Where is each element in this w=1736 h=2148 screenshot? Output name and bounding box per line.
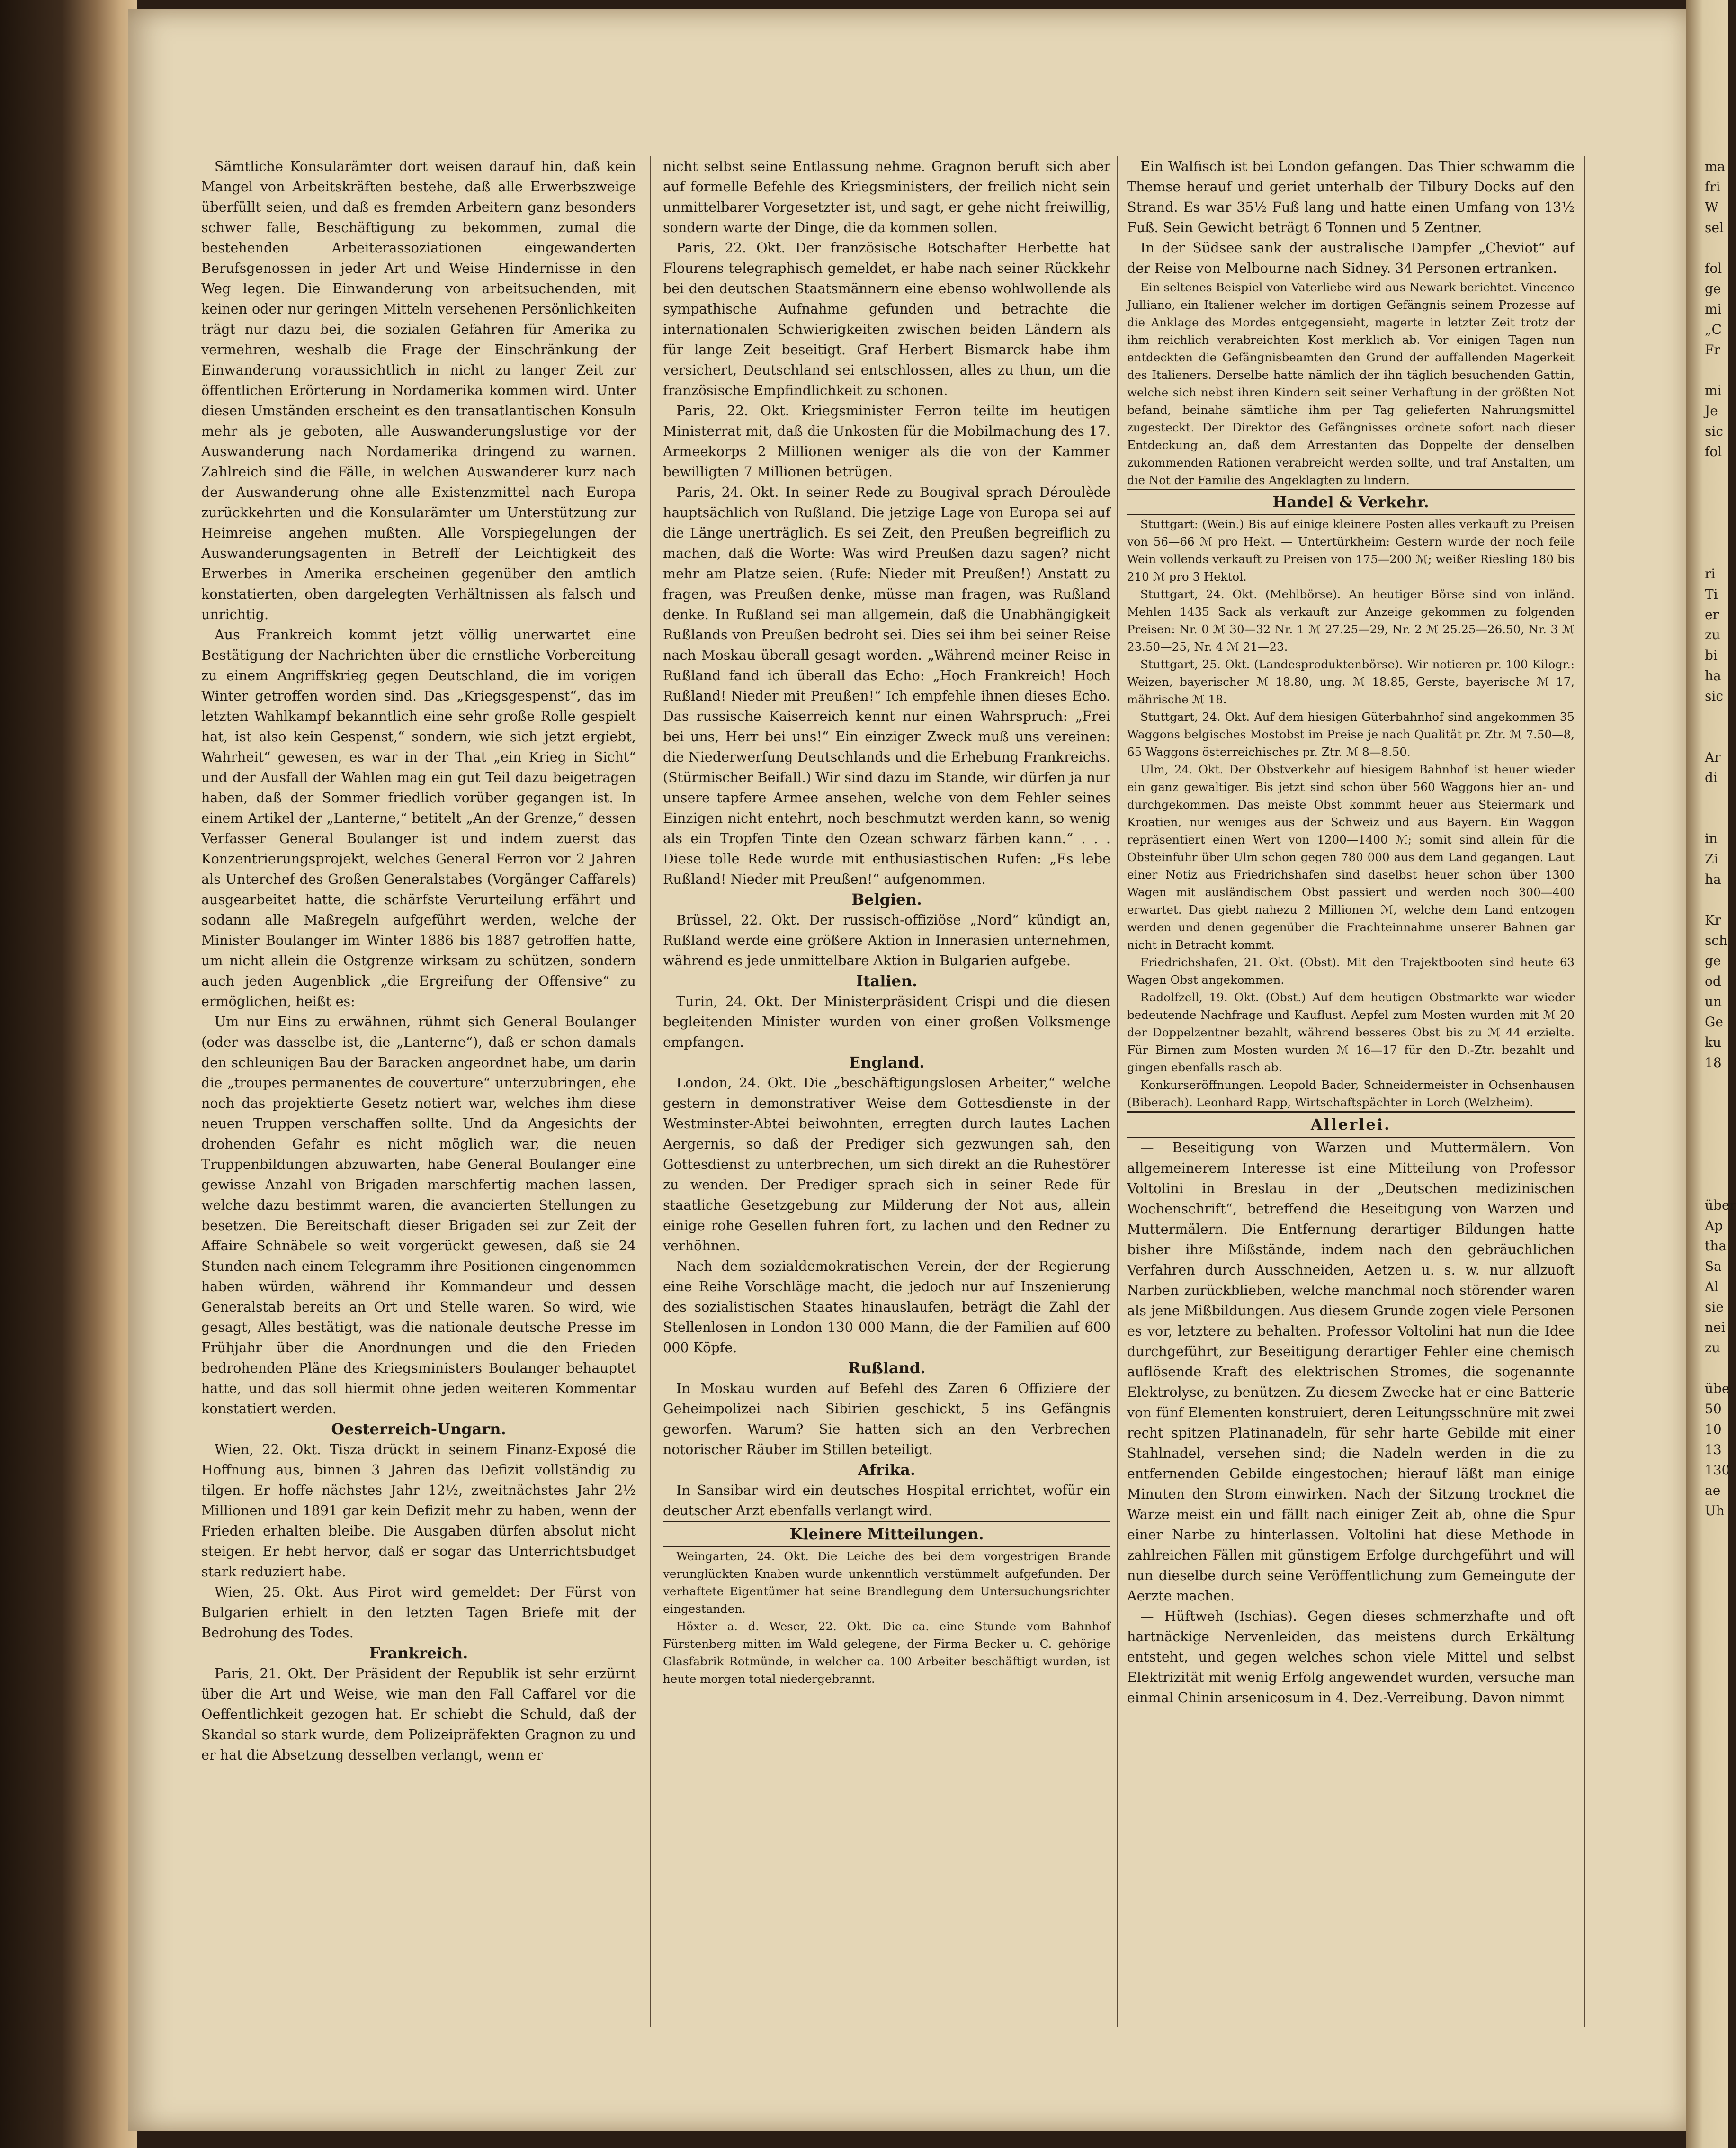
fragment-line: ri bbox=[1705, 566, 1716, 582]
news-item: Paris, 22. Okt. Der französische Botschafter Herbette hat Flourens telegraphisch gemeldet, er habe nach seiner Rückkehr bei den deutschen Staatsmännern eine ebenso wohlwollende als sympathische Aufnahme gefunden und betrachte die internationalen Schwierigkeiten zwischen beiden Ländern als für lange Zeit beseitigt. Graf Herbert Bismarck habe ihm versichert, Deutschland sei entschlossen, alles zu thun, um die französische Empfindlichkeit zu schonen. bbox=[663, 240, 1110, 398]
fragment-line bbox=[1705, 543, 1728, 564]
market-report: Ulm, 24. Okt. Der Obstverkehr auf hiesigem Bahnhof ist heuer wieder ein ganz gewaltiger. Bis jetzt sind schon über 560 Waggons hier an- und durchgekommen. Das meiste Obst kommmt heuer aus Steiermark und Kroatien, nur weniges aus der Schweiz und aus Bayern. Ein Waggon repräsentiert einen Wert von 1200—1400 ℳ; somit sind allein für die Obsteinfuhr über Ulm schon gegen 780 000 aus dem Land gegangen. Laut einer Notiz aus Friedrichshafen sind daselbst heuer schon über 1300 Wagen mit ausländischem Obst passiert und werden noch 300—400 erwartet. Das giebt nahezu 2 Millionen ℳ, welche dem Land entzogen werden und denen gegenüber die Frachteinnahme unserer Bahnen gar nicht in Betracht kommt. bbox=[1127, 763, 1575, 952]
fragment-line: od bbox=[1705, 973, 1721, 989]
market-report: Stuttgart, 24. Okt. (Mehlbörse). An heutiger Börse sind von inländ. Mehlen 1435 Sack als verkauft zur Anzeige gekommen zu folgenden Preisen: Nr. 0 ℳ 30—32 Nr. 1 ℳ 27.25—29, Nr. 2 ℳ 25.25—26.50, Nr. 3 ℳ 23.50—25, Nr. 4 ℳ 21—23. bbox=[1127, 587, 1575, 654]
section-heading-frankreich: Frankreich. bbox=[369, 1644, 468, 1662]
news-item: Paris, 24. Okt. In seiner Rede zu Bougival sprach Déroulède hauptsächlich von Rußland. Die jetzige Lage von Europa sei auf die Länge unerträglich. Es sei Zeit, den Preußen begreiflich zu machen, daß die Worte: Was wird Preußen dazu sagen? nicht mehr am Platze seien. (Rufe: Nieder mit Preußen!) Anstatt zu fragen, was Preußen denke, müsse man fragen, was Rußland denke. In Rußland sei man allgemein, daß die Unabhängigkeit Rußlands von Preußen bedroht sei. Dies sei ihm bei seiner Reise nach Moskau überall gesagt worden. „Während meiner Reise in Rußland fand ich überall das Echo: „Hoch Frankreich! Hoch Rußland! Nieder mit Preußen!“ Ich empfehle ihnen dieses Echo. Das russische Kaiserreich kennt nur einen Wahrspruch: „Frei bei uns, Herr bei uns!“ Ein einziger Zweck muß uns vereinen: die Niederwerfung Deutschlands und die Erhebung Frankreichs. (Stürmischer Beifall.) Wir sind dazu im Stande, wir dürfen ja nur unsere tapfere Armee ansehen, welche von dem Fehler seines Einzigen nicht entehrt, noch beschmutzt werden kann, so wenig als ein Tropfen Tinte den Ozean schwarz färben kann.“ . . . Diese tolle Rede wurde mit enthusiastischen Rufen: „Es lebe Rußland! Nieder mit Preußen!“ aufgenommen. bbox=[663, 484, 1110, 887]
fragment-line bbox=[1705, 462, 1728, 482]
next-page-fragments bbox=[1705, 156, 1736, 1521]
fragment-line: „C bbox=[1705, 322, 1722, 337]
fragment-line: ae bbox=[1705, 1483, 1721, 1498]
book-binding-edge bbox=[0, 0, 137, 2148]
news-item: Weingarten, 24. Okt. Die Leiche des bei dem vorgestrigen Brande verunglückten Knaben wurde unkenntlich verstümmelt aufgefunden. Der verhaftete Eigentümer hat seine Brandlegung dem Untersuchungsrichter eingestanden. bbox=[663, 1549, 1110, 1616]
fragment-line: ge bbox=[1705, 953, 1721, 969]
fragment-line: sch bbox=[1705, 933, 1728, 948]
fragment-line bbox=[1705, 482, 1728, 503]
fragment-line: Al bbox=[1705, 1279, 1719, 1294]
news-item: Wien, 25. Okt. Aus Pirot wird gemeldet: Der Fürst von Bulgarien erhielt in den letzten Tagen Briefe mit der Bedrohung des Todes. bbox=[201, 1584, 636, 1641]
section-heading-italien: Italien. bbox=[856, 972, 918, 990]
fragment-line: sel bbox=[1705, 220, 1724, 235]
news-item: Brüssel, 22. Okt. Der russisch-offiziöse „Nord“ kündigt an, Rußland werde eine größere Aktion in Innerasien unternehmen, während es jede unmittelbare Aktion in Bulgarien aufgebe. bbox=[663, 912, 1110, 969]
fragment-line: ha bbox=[1705, 872, 1721, 887]
fragment-line: sie bbox=[1705, 1299, 1724, 1315]
section-heading-afrika: Afrika. bbox=[858, 1461, 916, 1479]
fragment-line: Kr bbox=[1705, 912, 1721, 928]
news-item: — Beseitigung von Warzen und Muttermälern. Von allgemeinerem Interesse ist eine Mitteilung von Professor Voltolini in Breslau in der „Deutschen medizinischen Wochenschrift“, betreffend die Beseitigung von Warzen und Muttermälern. Die Entfernung derartiger Bildungen hatte bisher ihre Mißstände, indem nach den gebräuchlichen Verfahren durch Ausschneiden, Aetzen u. s. w. nur allzuoft Narben zurückblieben, welche manchmal noch störender waren als jene Mißbildungen. Aus diesem Grunde zogen viele Personen es vor, letztere zu behalten. Professor Voltolini hat nun die Idee durchgeführt, zur Beseitigung derartiger Fehler eine chemisch auflösende Kraft des elektrischen Stromes, die sogenannte Elektrolyse, zu benützen. Zu diesem Zwecke hat er eine Batterie von fünf Elementen konstruiert, deren Leitungsschnüre mit zwei recht spitzen Platinanadeln, für sehr harte Gebilde mit einer Stahlnadel, versehen sind; die Nadeln werden in die zu entfernenden Gebilde eingestochen; hierauf läßt man einige Minuten den Strom einwirken. Nach der Sitzung trocknet die Warze meist ein und fällt nach einiger Zeit ab, ohne die Spur einer Narbe zu hinterlassen. Voltolini hat diese Methode in zahlreichen Fällen mit günstigem Erfolge durchgeführt und will nun dieselbe durch seine Veröffentlichung zum Gemeingute der Aerzte machen. bbox=[1127, 1140, 1575, 1604]
fragment-line bbox=[1705, 727, 1728, 747]
column-rule-1 bbox=[650, 156, 651, 2027]
column-rule-2 bbox=[1117, 156, 1118, 2027]
column-rule-3 bbox=[1584, 156, 1585, 2027]
market-report: Stuttgart, 25. Okt. (Landesproduktenbörse). Wir notieren pr. 100 Kilogr.: Weizen, bayerischer ℳ 18.80, ung. ℳ 18.85, Gerste, bayerische ℳ 17, mährische ℳ 18. bbox=[1127, 657, 1575, 706]
news-item: Paris, 22. Okt. Kriegsminister Ferron teilte im heutigen Ministerrat mit, daß die Unkosten für die Mobilmachung des 17. Armeekorps 2 Millionen weniger als die von der Kammer bewilligten 7 Millionen betrügen. bbox=[663, 403, 1110, 480]
fragment-line: 10 bbox=[1705, 1421, 1722, 1437]
fragment-line: di bbox=[1705, 770, 1718, 785]
fragment-line bbox=[1705, 238, 1728, 258]
fragment-line: Fr bbox=[1705, 342, 1720, 358]
fragment-line: tha bbox=[1705, 1238, 1727, 1254]
news-item: Wien, 22. Okt. Tisza drückt in seinem Finanz-Exposé die Hoffnung aus, binnen 3 Jahren das Defizit vollständig zu tilgen. Er hoffe nächstes Jahr 12½, zweitnächstes Jahr 2½ Millionen und 1891 gar kein Defizit mehr zu haben, wenn der Frieden erhalten bleibe. Die Ausgaben dürfen absolut nicht steigen. Er hebt hervor, daß er sogar das Unterrichtsbudget stark reduziert habe. bbox=[201, 1441, 636, 1580]
news-item: — Hüftweh (Ischias). Gegen dieses schmerzhafte und oft hartnäckige Nervenleiden, das meistens durch Erkältung entsteht, und gegen welches schon viele Mittel und selbst Elektrizität mit wenig Erfolg angewendet wurden, versuche man einmal Chinin arsenicosum in 4. Dez.-Verreibung. Davon nimmt bbox=[1127, 1608, 1575, 1706]
fragment-line: bi bbox=[1705, 647, 1718, 663]
fragment-line: Uh bbox=[1705, 1503, 1725, 1519]
section-heading-kleinere-mitteilungen: Kleinere Mitteilungen. bbox=[663, 1521, 1110, 1547]
market-report: Radolfzell, 19. Okt. (Obst.) Auf dem heutigen Obstmarkte war wieder bedeutende Nachfrage und Kauflust. Aepfel zum Mosten wurden mit ℳ 20 der Doppelzentner bezahlt, während besseres Obst bis zu ℳ 44 erzielte. Für Birnen zum Mosten wurden ℳ 16—17 für den D.-Ztr. bezahlt und gingen ebenfalls rasch ab. bbox=[1127, 990, 1575, 1074]
news-item: In Moskau wurden auf Befehl des Zaren 6 Offiziere der Geheimpolizei nach Sibirien geschickt, 5 ins Gefängnis geworfen. Warum? Sie hatten sich an den Verbrechen notorischer Räuber im Stillen beteiligt. bbox=[663, 1380, 1110, 1457]
fragment-line: Ge bbox=[1705, 1014, 1723, 1030]
fragment-line bbox=[1705, 360, 1728, 380]
fragment-line bbox=[1705, 1154, 1728, 1175]
column-1 bbox=[201, 156, 636, 1765]
fragment-line: 18 bbox=[1705, 1055, 1722, 1070]
fragment-line: sic bbox=[1705, 423, 1724, 439]
column-3 bbox=[1127, 156, 1575, 1708]
column-2 bbox=[663, 156, 1110, 1688]
news-item: Ein Walfisch ist bei London gefangen. Das Thier schwamm die Themse herauf und geriet unterhalb der Tilbury Docks auf den Strand. Es war 35½ Fuß lang und hatte einen Umfang von 13½ Fuß. Sein Gewicht beträgt 6 Tonnen und 5 Zentner. bbox=[1127, 158, 1575, 235]
fragment-line: fol bbox=[1705, 444, 1722, 459]
news-item: Turin, 24. Okt. Der Ministerpräsident Crispi und die diesen begleitenden Minister wurden von einer großen Volksmenge empfangen. bbox=[663, 993, 1110, 1050]
article-paragraph: Aus Frankreich kommt jetzt völlig unerwartet eine Bestätigung der Nachrichten über die ernstliche Vorbereitung zu einem Angriffskrieg gegen Deutschland, die im vorigen Winter getroffen worden sind. Das „Kriegsgespenst“, das im letzten Wahlkampf bekanntlich eine sehr große Rolle gespielt hat, ist also kein Gespenst,“ sondern, wie sich jetzt ergiebt, Wahrheit“ gewesen, es war in der That „ein Krieg in Sicht“ und der Ausfall der Wahlen mag ein gut Teil dazu beigetragen haben, daß der Sommer friedlich vorüber gegangen ist. In einem Artikel der „Lanterne,“ betitelt „An der Grenze,“ dessen Verfasser General Boulanger ist und indem zuerst das Konzentrierungsprojekt, welches General Ferron vor 2 Jahren als Unterchef des Großen Generalstabes (Vorgänger Caffarels) ausgearbeitet hatte, die schärfste Verurteilung erfährt und sodann alle Maßregeln aufgeführt werden, welche der Minister Boulanger im Winter 1886 bis 1887 getroffen hatte, um nicht allein die Ostgrenze wirksam zu schützen, sondern auch jeden Augenblick „die Ergreifung der Offensive“ zu ermöglichen, heißt es: bbox=[201, 627, 636, 1009]
news-item: Paris, 21. Okt. Der Präsident der Republik ist sehr erzürnt über die Art und Weise, wie man den Fall Caffarel vor die Oeffentlichkeit gezogen hat. Er schiebt die Schuld, daß der Skandal so stark wurde, dem Polizeipräfekten Gragnon zu und er hat die Absetzung desselben verlangt, wenn er bbox=[201, 1665, 636, 1763]
news-item: In der Südsee sank der australische Dampfer „Cheviot“ auf der Reise von Melbourne nach Sidney. 34 Personen ertranken. bbox=[1127, 240, 1575, 276]
market-report: Konkurseröffnungen. Leopold Bader, Schneidermeister in Ochsenhausen (Biberach). Leonhard Rapp, Wirtschaftspächter in Lorch (Welzheim). bbox=[1127, 1078, 1575, 1109]
fragment-line: nei bbox=[1705, 1320, 1726, 1335]
section-heading-oesterreich: Oesterreich-Ungarn. bbox=[331, 1420, 506, 1438]
section-heading-england: England. bbox=[849, 1053, 925, 1071]
fragment-line: Sa bbox=[1705, 1258, 1722, 1274]
fragment-line: übe bbox=[1705, 1381, 1730, 1396]
fragment-line bbox=[1705, 890, 1728, 910]
article-paragraph: nicht selbst seine Entlassung nehme. Gragnon beruft sich aber auf formelle Befehle des Kriegsministers, der freilich nicht sein unmittelbarer Vorgesetzter ist, und sagt, er gehe nicht freiwillig, sondern warte der Dinge, die da kommen sollen. bbox=[663, 158, 1110, 235]
fragment-line bbox=[1705, 1093, 1728, 1114]
fragment-line: Ap bbox=[1705, 1218, 1723, 1233]
market-report: Stuttgart, 24. Okt. Auf dem hiesigen Güterbahnhof sind angekommen 35 Waggons belgisches Mostobst im Preise je nach Qualität pr. Ztr. ℳ 7.50—8, 65 Waggons österreichisches pr. Ztr. ℳ 8—8.50. bbox=[1127, 710, 1575, 759]
news-item: Höxter a. d. Weser, 22. Okt. Die ca. eine Stunde vom Bahnhof Fürstenberg mitten im Wald gelegene, der Firma Becker u. C. gehörige Glasfabrik Rotmünde, in welcher ca. 100 Arbeiter beschäftigt wurden, ist heute morgen total niedergebrannt. bbox=[663, 1619, 1110, 1686]
fragment-line: 130 bbox=[1705, 1462, 1730, 1478]
fragment-line: Je bbox=[1705, 403, 1718, 419]
fragment-line bbox=[1705, 1175, 1728, 1195]
fragment-line: ha bbox=[1705, 668, 1721, 683]
section-heading-allerlei: Allerlei. bbox=[1127, 1111, 1575, 1138]
fragment-line bbox=[1705, 1073, 1728, 1093]
fragment-line: sic bbox=[1705, 688, 1724, 704]
fragment-line: Ar bbox=[1705, 749, 1721, 765]
article-paragraph: Um nur Eins zu erwähnen, rühmt sich General Boulanger (oder was dasselbe ist, die „Lanterne“), daß er schon damals den schleunigen Bau der Baracken angeordnet habe, um darin die „troupes permanentes de couverture“ unterzubringen, ehe noch das projektierte Gesetz notiert war, welches ihm diese neuen Truppen verschaffen sollte. Und da Angesichts der drohenden Gefahr es nicht möglich war, die neuen Truppenbildungen abzuwarten, habe General Boulanger eine gewisse Anzahl von Brigaden marschfertig machen lassen, welche dazu bestimmt waren, die avancierten Stellungen zu besetzen. Die Bereitschaft dieser Brigaden sei zur Zeit der Affaire Schnäbele so weit vorgerückt gewesen, daß sie 24 Stunden nach einem Telegramm ihre Positionen eingenommen haben würden, während ihr Kommandeur und dessen Generalstab bereits an Ort und Stelle waren. So wird, wie gesagt, Alles bestätigt, was die nationale deutsche Presse im Frühjahr über die Anordnungen und die den Frieden bedrohenden Pläne des Kriegsministers Boulanger behauptet hatte, und das soll hiermit ohne jeden weiteren Kommentar konstatiert werden. bbox=[201, 1014, 636, 1417]
fragment-line: Ti bbox=[1705, 586, 1718, 602]
fragment-line: zu bbox=[1705, 627, 1720, 643]
market-report: Stuttgart: (Wein.) Bis auf einige kleinere Posten alles verkauft zu Preisen von 56—66 ℳ pro Hekt. — Untertürkheim: Gestern wurde der noch feile Wein vollends verkauft zu Preisen von 175—200 ℳ; weißer Riesling 180 bis 210 ℳ pro 3 Hektol. bbox=[1127, 517, 1575, 584]
fragment-line: fri bbox=[1705, 179, 1720, 195]
news-item: London, 24. Okt. Die „beschäftigungslosen Arbeiter,“ welche gestern in demonstrativer Weise dem Gottesdienste in der Westminster-Abtei beiwohnten, erregten durch lautes Lachen Aergernis, so daß der Prediger sich gezwungen sah, den Gottesdienst zu unterbrechen, um sich direkt an die Ruhestörer zu wenden. Der Prediger sprach sich in seiner Rede für staatliche Gesetzgebung zur Milderung der Not aus, allein einige rohe Gesellen fuhren fort, zu lachen und den Redner zu verhöhnen. bbox=[663, 1075, 1110, 1254]
fragment-line: in bbox=[1705, 831, 1718, 846]
fragment-line: mi bbox=[1705, 301, 1722, 317]
fragment-line: 50 bbox=[1705, 1401, 1722, 1417]
fragment-line bbox=[1705, 503, 1728, 523]
fragment-line bbox=[1705, 1134, 1728, 1154]
fragment-line: mi bbox=[1705, 383, 1722, 398]
fragment-line: 13 bbox=[1705, 1442, 1722, 1457]
section-heading-belgien: Belgien. bbox=[851, 890, 922, 908]
fragment-line bbox=[1705, 788, 1728, 808]
fragment-line: fol bbox=[1705, 261, 1722, 276]
fragment-line: zu bbox=[1705, 1340, 1720, 1356]
news-item: Nach dem sozialdemokratischen Verein, der der Regierung eine Reihe Vorschläge macht, die jedoch nur auf Inszenierung des sozialistischen Staates hinauslaufen, beträgt die Zahl der Stellenlosen in London 130 000 Mann, die der Familien auf 600 000 Köpfe. bbox=[663, 1258, 1110, 1356]
fragment-line: W bbox=[1705, 199, 1718, 215]
news-item: Ein seltenes Beispiel von Vaterliebe wird aus Newark berichtet. Vincenco Julliano, ein Italiener welcher im dortigen Gefängnis seinem Prozesse auf die Anklage des Mordes entgegensieht, magerte in letzter Zeit trotz der ihm reichlich verabreichten Kost merklich ab. Vor einigen Tagen nun entdeckten die Gefängnisbeamten den Grund der auffallenden Magerkeit des Italieners. Derselbe hatte nämlich der ihn täglich besuchenden Gattin, welche sich nebst ihren Kindern seit seiner Verhaftung in der größten Not befand, beinahe sämtliche ihm per Tag gelieferten Nahrungsmittel zugesteckt. Der Direktor des Gefängnisses ordnete sofort nach dieser Entdeckung an, daß dem Arrestanten das Doppelte der denselben zukommenden Rationen verabreicht werden sollte, und traf Anstalten, um die Not der Familie des Angeklagten zu lindern. bbox=[1127, 280, 1575, 487]
news-item: In Sansibar wird ein deutsches Hospital errichtet, wofür ein deutscher Arzt ebenfalls verlangt wird. bbox=[663, 1482, 1110, 1519]
fragment-line bbox=[1705, 1358, 1728, 1378]
fragment-line bbox=[1705, 523, 1728, 543]
fragment-line: über bbox=[1705, 1197, 1736, 1213]
fragment-line: ge bbox=[1705, 281, 1721, 297]
fragment-line: er bbox=[1705, 607, 1719, 622]
fragment-line: un bbox=[1705, 994, 1722, 1009]
fragment-line bbox=[1705, 706, 1728, 727]
section-heading-handel-verkehr: Handel & Verkehr. bbox=[1127, 489, 1575, 515]
market-report: Friedrichshafen, 21. Okt. (Obst). Mit den Trajektbooten sind heute 63 Wagen Obst angekommen. bbox=[1127, 955, 1575, 987]
fragment-line: ma bbox=[1705, 159, 1726, 174]
fragment-line: ku bbox=[1705, 1034, 1721, 1050]
fragment-line bbox=[1705, 1114, 1728, 1134]
fragment-line bbox=[1705, 808, 1728, 828]
article-paragraph: Sämtliche Konsularämter dort weisen darauf hin, daß kein Mangel von Arbeitskräften bestehe, daß alle Erwerbszweige überfüllt seien, und daß es fremden Arbeitern ganz besonders schwer falle, Beschäftigung zu bekommen, zumal die bestehenden Arbeiterassoziationen eingewanderten Berufsgenossen in jeder Art und Weise Hindernisse in den Weg legen. Die Einwanderung von arbeitsuchenden, mit keinen oder nur geringen Mitteln versehenen Persönlichkeiten trägt nur dazu bei, die sozialen Gefahren für Amerika zu vermehren, weshalb die Frage der Einschränkung der Einwanderung voraussichtlich in nicht zu langer Zeit zur öffentlichen Erörterung in Nordamerika kommen wird. Unter diesen Umständen erscheint es den transatlantischen Konsuln mehr als je geboten, alle Auswanderungslustige vor der Auswanderung nach Nordamerika dringend zu warnen. Zahlreich sind die Fälle, in welchen Auswanderer kurz nach der Auswanderung ohne alle Existenzmittel nach Europa zurückkehrten und die Konsularämter um Unterstützung zur Heimreise angehen mußten. Alle Vorspiegelungen der Auswanderungsagenten in Betreff der Leichtigkeit des Erwerbes in Amerika erscheinen gegenüber den amtlich konstatierten, oben dargelegten Verhältnissen als falsch und unrichtig. bbox=[201, 158, 636, 622]
section-heading-russland: Rußland. bbox=[848, 1359, 926, 1377]
fragment-line: Zi bbox=[1705, 851, 1718, 867]
